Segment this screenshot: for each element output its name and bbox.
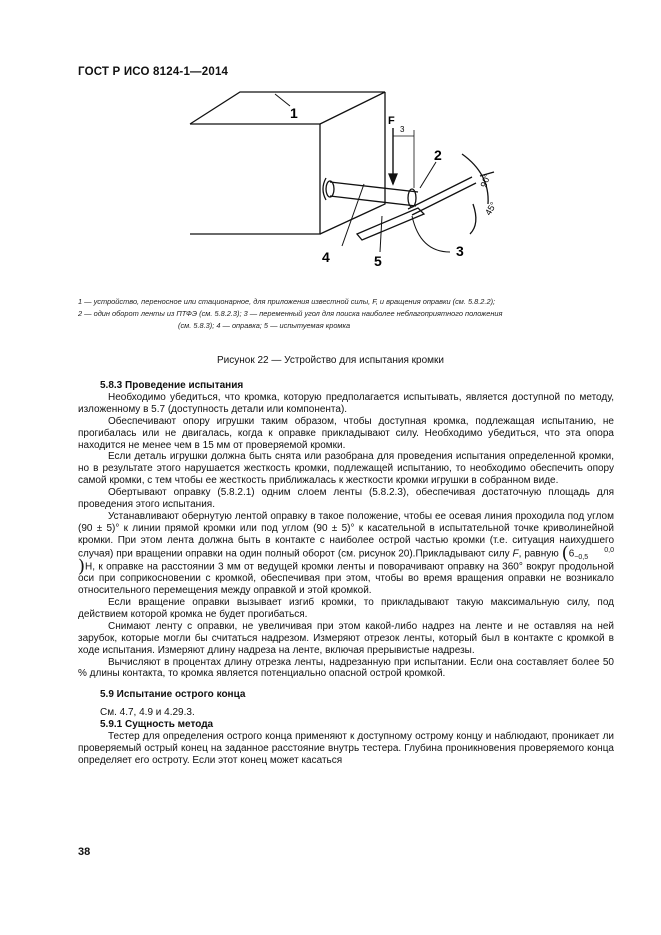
device-block-top (190, 92, 385, 124)
document-header: ГОСТ Р ИСО 8124-1—2014 (78, 66, 229, 78)
open-paren: ( (561, 542, 569, 564)
close-paren: ) (78, 555, 86, 577)
section-heading-59: 5.9 Испытание острого конца (100, 689, 246, 701)
leader-1 (275, 94, 290, 106)
label-angle-90: 90° (478, 172, 493, 189)
figure-caption: Рисунок 22 — Устройство для испытания кромки (217, 355, 444, 366)
label-angle-45: 45° (483, 200, 499, 217)
mandrel-top (330, 182, 418, 192)
section-heading-583: 5.8.3 Проведение испытания (100, 380, 244, 391)
paragraph: Необходимо убедиться, что кромка, которую предполагается испытывать, является доступной по методу, изложенному в 5.7 (доступность детали или компонента). (78, 391, 614, 415)
legend-line: 2 — один оборот ленты из ПТФЭ (см. 5.8.2.3); 3 — переменный угол для поиска наиболее неблагоприятного положения (78, 309, 503, 318)
label-dim-3: 3 (400, 125, 405, 134)
leader-2 (420, 162, 436, 188)
label-3: 3 (456, 243, 464, 259)
legend-line: (см. 5.8.3); 4 — оправка; 5 — испытуемая кромка (178, 321, 351, 330)
paragraph-force (78, 511, 614, 597)
tolerance-upper: 0,0 (604, 546, 614, 554)
paragraph: Снимают ленту с оправки, не увеличивая при этом какой-либо надрез на ленте и не оставляя на ней зарубок, которые могли бы считаться надрезом. Измеряют отрезок ленты, который был в контакте с кромкой в ходе испытания. Измеряют длину надреза на ленте, включая прерывистые надрезы. (78, 620, 614, 656)
mandrel-end (326, 181, 334, 197)
page-number: 38 (78, 846, 91, 858)
paragraph: Обертывают оправку (5.8.2.1) одним слоем ленты (5.8.2.3), обеспечивая достаточную площадь для проведения этого испытания. (78, 487, 614, 511)
tolerance-lower: −0,5 (574, 553, 589, 561)
paragraph: Тестер для определения острого конца применяют к доступному острому концу и наблюдают, проникает ли проверяемый острый конец на заданное расстояние внутрь тестера. Глубина проникновения проверяемого конца определяет его остроту. Если этот конец может касаться (78, 731, 614, 766)
leader-5 (380, 216, 382, 252)
paragraph-part: Устанавливают обернутую лентой оправку в такое положение, чтобы ее осевая линия проходила под углом (90 ± 5)° к линии прямой кромки или под углом (90 ± 5)° к касательной в испытательной точке криволинейной кромки. При этом лента должна быть в контакте с наиболее острой частью кромки (т.е. ситуация наихудшего случая) при вращении оправки на один полный оборот (см. рисунок 20).Прикладывают силу (78, 510, 614, 560)
test-apparatus-figure (150, 84, 530, 274)
apparatus-drawing (150, 84, 530, 274)
angle-arm (408, 177, 472, 209)
paragraph: Если деталь игрушки должна быть снята или разобрана для проведения испытания определенной кромки, но в результате этого нарушается жесткость кромки, подлежащей испытанию, то необходимо обеспечить опору самой кромки, с тем чтобы ее жесткость приближалась к жесткости кромки игрушки в собранном виде. (78, 451, 614, 487)
angle-arm-2 (412, 183, 476, 215)
angle-arc-45 (470, 204, 476, 234)
paragraph-part: Н, к оправке на расстоянии 3 мм от ведущей кромки ленты и поворачивают оправку на 360° вокруг продольной оси при соприкосновении с кромкой, обеспечивая при этом, чтобы во время вращения оправки не возникало относительного перемещения между оправкой и этой кромкой. (78, 561, 614, 597)
force-arrow-head (389, 174, 397, 184)
label-4: 4 (322, 249, 330, 265)
label-1: 1 (290, 105, 298, 121)
device-block-front (190, 124, 320, 234)
leader-3 (412, 216, 450, 252)
force-value: 6 (568, 548, 575, 560)
device-block-side (320, 92, 385, 234)
legend-line: 1 — устройство, переносное или стационарное, для приложения известной силы, F, и вращения оправки (см. 5.8.2.2); (78, 297, 496, 306)
paragraph: Обеспечивают опору игрушки таким образом, чтобы доступная кромка, подлежащая испытанию, не прогибалась или не двигалась, когда к оправке прикладывают силу. Необходимо убедиться, что эта опора находится не менее чем в 15 мм от проверяемой кромки. (78, 415, 614, 451)
force-symbol: F (512, 548, 519, 560)
paragraph-part: , равную (518, 548, 562, 560)
paragraph: Вычисляют в процентах длину отрезка ленты, надрезанную при испытании. Если она составляет более 50 % длины контакта, то кромка является потенциально опасной острой кромкой. (78, 656, 614, 680)
label-force: F (388, 115, 395, 127)
mandrel-bottom (330, 196, 416, 206)
label-5: 5 (374, 253, 382, 269)
paragraph: Если вращение оправки вызывает изгиб кромки, то прикладывают такую максимальную силу, под действием которой кромка не будет прогибаться. (78, 597, 614, 620)
body-text (78, 380, 614, 767)
tolerance (574, 547, 614, 561)
section-heading-591: 5.9.1 Сущность метода (100, 719, 214, 731)
label-2: 2 (434, 147, 442, 163)
figure-legend (78, 296, 608, 332)
cross-reference: См. 4.7, 4.9 и 4.29.3. (100, 707, 195, 719)
